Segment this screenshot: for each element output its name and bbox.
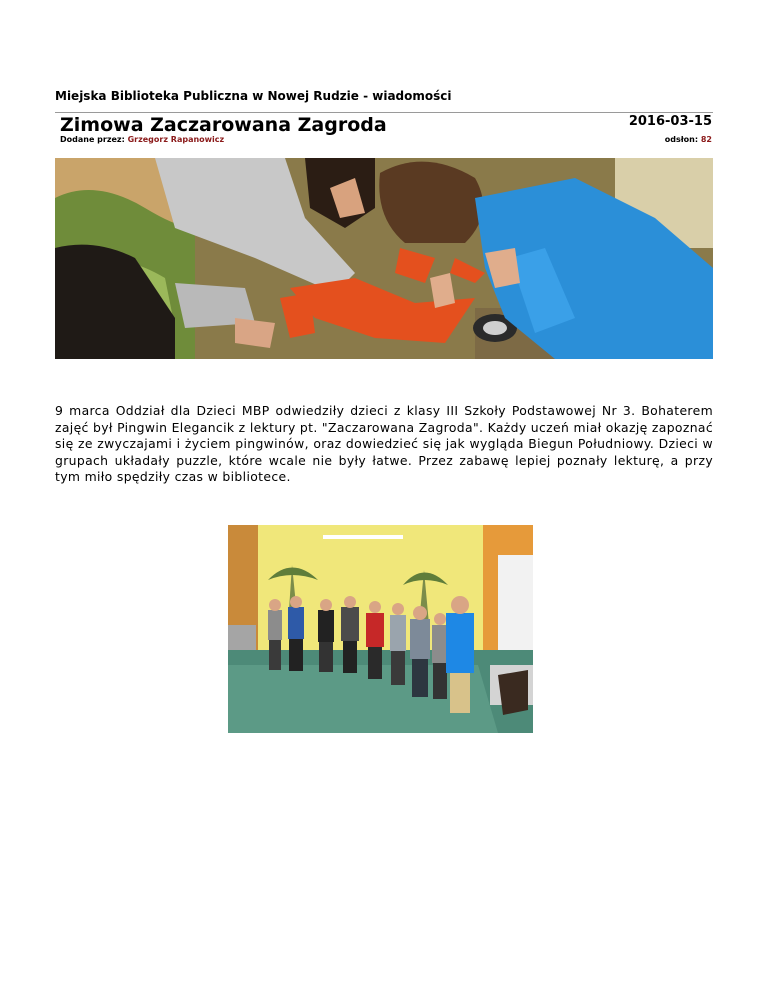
article-body: 9 marca Oddział dla Dzieci MBP odwiedziły dzieci z klasy III Szkoły Podstawowej Nr 3. Bohaterem zajęć był Pingwin Elegancik z lektury pt. "Zaczarowana Zagroda". Każdy uczeń miał okazję zapoznać się ze zwyczajami i życiem pingwinów, oraz dowiedzieć się jak wygląda Biegun Południowy. Dzieci w grupach układały puzzle, które wcale nie były łatwe. Przez zabawę lepiej poznały lekturę, a przy tym miło spędziły czas w bibliotece. [55, 403, 714, 484]
header-divider [55, 112, 713, 113]
author-name[interactable]: Grzegorz Rapanowicz [127, 135, 225, 144]
article-photo-group [228, 525, 533, 733]
views-count: 82 [700, 135, 712, 144]
article-date: 2016-03-15 [628, 114, 712, 129]
article-title: Zimowa Zaczarowana Zagroda [60, 114, 387, 136]
site-title: Miejska Biblioteka Publiczna w Nowej Rudzie - wiadomości [55, 89, 452, 103]
views-line [665, 135, 712, 144]
author-label: Dodane przez: [60, 135, 125, 144]
author-line [60, 135, 224, 144]
views-label: odsłon: [664, 135, 699, 144]
article-photo-puzzle [55, 158, 713, 359]
